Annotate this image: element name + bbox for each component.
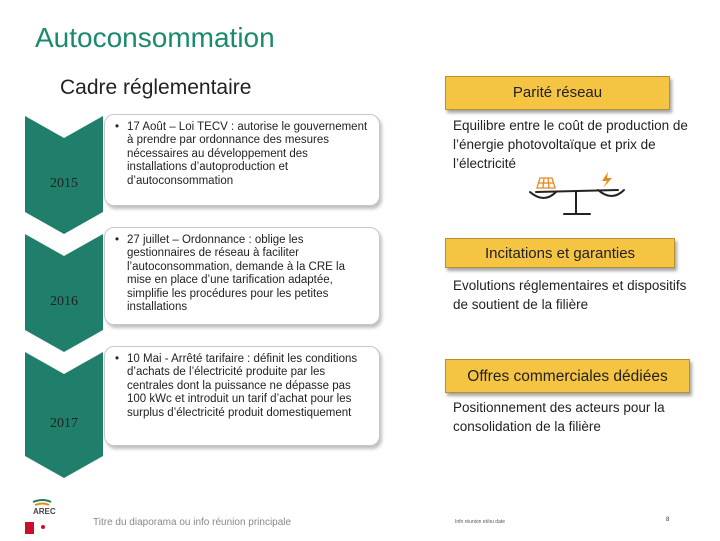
arec-logo <box>25 498 85 536</box>
year-label: 2015 <box>50 176 78 191</box>
balance-scale-icon <box>528 170 628 218</box>
heading-offres-commerciales: Offres commerciales dédiées <box>445 359 690 393</box>
timeline-text: 27 juillet – Ordonnance : oblige les gestionnaires de réseau à faciliter l’autoconsommation, demande à la CRE la mise en place d’une tarification adaptée, simplifie les procédures pour les petites installations <box>127 234 345 314</box>
timeline-box-2017: • 10 Mai - Arrêté tarifaire : définit les conditions d’achats de l’électricité produite par les centrales dont la puissance ne dépasse pas 100 kWc et introduit un tarif d’achat pour les surplus d’électricité produit domestiquement <box>104 346 380 446</box>
footer-info: Info réunion et/ou date <box>455 519 506 525</box>
timeline-box-2015: • 17 Août – Loi TECV : autorise le gouvernement à prendre par ordonnance des mesures nécessaires au développement des installations d’autoproduction et d’autoconsommation <box>104 114 380 206</box>
lightning-icon <box>602 172 612 188</box>
page-number: 8 <box>666 517 670 523</box>
year-label: 2017 <box>50 416 78 431</box>
description-offres-commerciales: Positionnement des acteurs pour la consolidation de la filière <box>453 400 665 434</box>
timeline-box-2016: • 27 juillet – Ordonnance : oblige les gestionnaires de réseau à faciliter l’autoconsommation, demande à la CRE la mise en place d’une tarification adaptée, simplifie les procédures pour les petites installations <box>104 227 380 325</box>
page-title: Autoconsommation <box>35 22 275 53</box>
footer-title: Titre du diaporama ou info réunion principale <box>93 517 292 528</box>
section-subtitle: Cadre réglementaire <box>60 76 252 99</box>
timeline-text: 10 Mai - Arrêté tarifaire : définit les conditions d’achats de l’électricité produite par les centrales dont la puissance ne dépasse pas 100 kWc et introduit un tarif d’achat pour les surplus d’électricité produit domestiquement <box>127 353 358 419</box>
solar-panel-icon <box>537 178 555 188</box>
description-parite-reseau: Equilibre entre le coût de production de l’énergie photovoltaïque et prix de l’électricité <box>453 118 688 171</box>
timeline-text: 17 Août – Loi TECV : autorise le gouvernement à prendre par ordonnance des mesures nécessaires au développement des installations d’autoproduction et d’autoconsommation <box>127 121 368 187</box>
timeline-chevron-2017 <box>25 352 103 478</box>
heading-incitations-garanties: Incitations et garanties <box>445 238 675 268</box>
year-label: 2016 <box>50 294 78 309</box>
heading-parite-reseau: Parité réseau <box>445 76 670 110</box>
arec-logo-text: AREC <box>33 507 56 516</box>
timeline-chevron-2015 <box>25 116 103 234</box>
description-incitations-garanties: Evolutions réglementaires et dispositifs de soutient de la filière <box>453 278 687 312</box>
timeline-chevron-2016 <box>25 234 103 352</box>
